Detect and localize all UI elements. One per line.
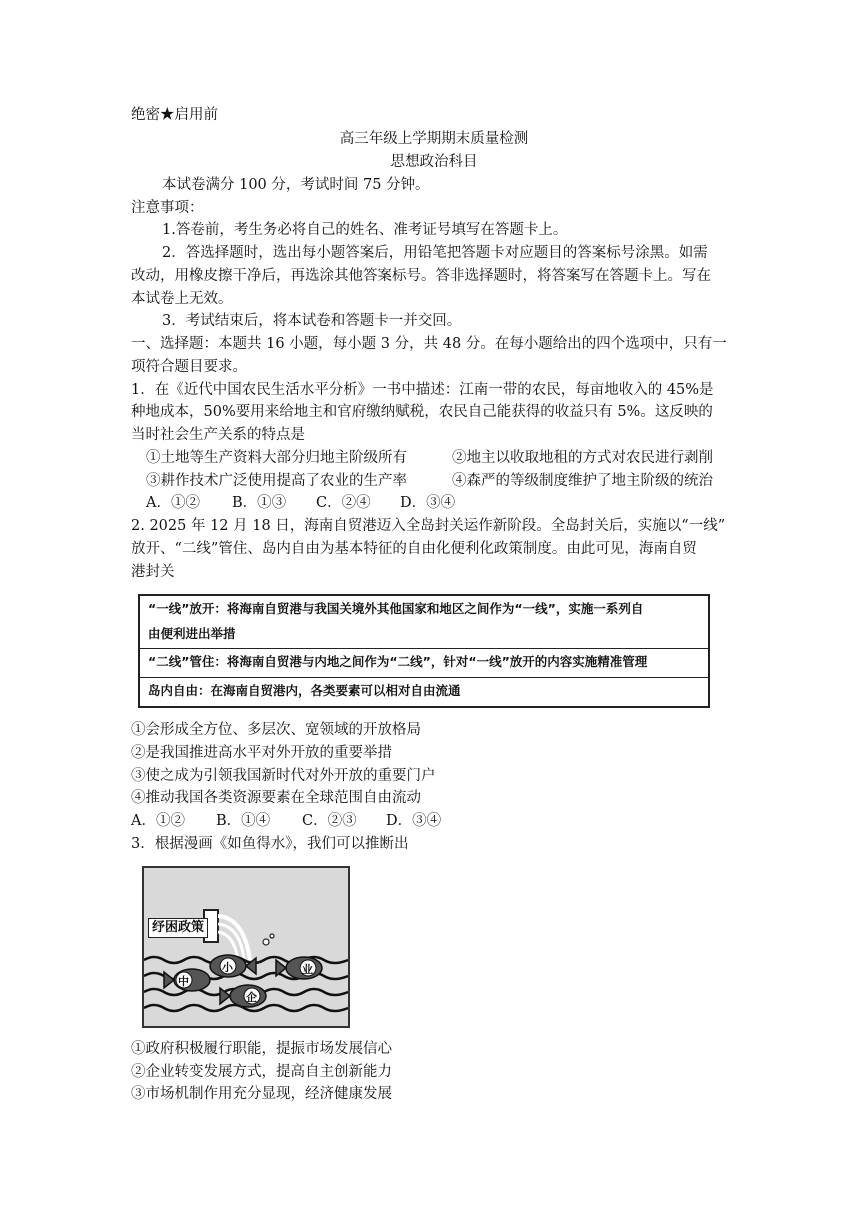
q2-statement-2: ②是我国推进高水平对外开放的重要举措 [131, 745, 392, 761]
exam-title: 高三年级上学期期末质量检测 [339, 131, 529, 147]
q2-statement-1: ①会形成全方位、多层次、宽领域的开放格局 [131, 722, 421, 738]
q2-option-b: B．①④ [216, 813, 271, 829]
q2-option-d: D．③④ [386, 813, 442, 829]
q2-stem-line-1: 2. 2025 年 12 月 18 日，海南自贸港迈入全岛封关运作新阶段。全岛封关后，实施以“一线” [131, 518, 726, 534]
note-3: 3．考试结束后，将本试卷和答题卡一并交回。 [162, 313, 462, 329]
policy-table [138, 594, 710, 708]
q1-option-c: C．②④ [316, 495, 371, 511]
policy-row-island [140, 678, 708, 706]
q2-stem-line-3: 港封关 [131, 564, 175, 580]
q2-statement-3: ③使之成为引领我国新时代对外开放的重要门户 [131, 768, 436, 784]
fish-label-zhong: 中 [178, 975, 189, 988]
policy-row-second-line-text: “二线”管住：将海南自贸港与内地之间作为“二线”，针对“一线”放开的内容实施精准管理 [148, 654, 648, 669]
q2-option-a: A．①② [131, 813, 185, 829]
q2-stem-line-2: 放开、“二线”管住、岛内自由为基本特征的自由化便利化政策制度。由此可见，海南自贸 [131, 541, 697, 557]
q1-statement-3: ③耕作技术广泛使用提高了农业的生产率 [146, 473, 407, 489]
q3-statement-3: ③市场机制作用充分显现，经济健康发展 [131, 1086, 392, 1102]
policy-row-island-text: 岛内自由：在海南自贸港内，各类要素可以相对自由流通 [148, 683, 461, 698]
q1-option-d: D．③④ [400, 495, 456, 511]
fish-icon [220, 985, 266, 1007]
exam-subject: 思想政治科目 [390, 154, 478, 170]
q3-statement-1: ①政府积极履行职能，提振市场发展信心 [131, 1041, 392, 1057]
policy-row-first-line-text-1: “一线”放开：将海南自贸港与我国关境外其他国家和地区之间作为“一线”，实施一系列自 [148, 601, 644, 616]
water-stream-icon [218, 916, 250, 960]
bubble-icon [263, 939, 269, 945]
note-2-line-1: 2．答选择题时，选出每小题答案后，用铅笔把答题卡对应题目的答案标号涂黑。如需 [162, 245, 708, 261]
fish-label-xiao: 小 [222, 961, 233, 974]
q1-option-a: A．①② [146, 495, 200, 511]
note-2-line-2: 改动，用橡皮擦干净后，再选涂其他答案标号。答非选择题时，将答案写在答题卡上。写在 [131, 268, 711, 284]
q1-option-b: B．①③ [232, 495, 287, 511]
policy-row-first-line [140, 596, 708, 649]
section-heading-line-1: 一、选择题：本题共 16 小题，每小题 3 分，共 48 分。在每小题给出的四个选项中，只有一 [131, 336, 727, 352]
q2-option-c: C．②③ [302, 813, 357, 829]
q2-statement-4: ④推动我国各类资源要素在全球范围自由流动 [131, 790, 421, 806]
q3-stem: 3．根据漫画《如鱼得水》，我们可以推断出 [131, 836, 409, 852]
policy-row-second-line [140, 649, 708, 678]
q3-statement-2: ②企业转变发展方式，提高自主创新能力 [131, 1064, 392, 1080]
q1-stem-line-1: 1．在《近代中国农民生活水平分析》一书中描述：江南一带的农民，每亩地收入的 45%是 [131, 382, 714, 398]
cartoon-policy-label: 纾困政策 [148, 918, 208, 938]
q1-statement-4: ④森严的等级制度维护了地主阶级的统治 [452, 473, 713, 489]
secret-label: 绝密★启用前 [131, 107, 218, 123]
fish-label-ye: 业 [302, 963, 313, 976]
note-2-line-3: 本试卷上无效。 [131, 291, 233, 307]
q1-statement-1: ①土地等生产资料大部分归地主阶级所有 [146, 450, 407, 466]
q1-statement-2: ②地主以收取地租的方式对农民进行剥削 [452, 450, 713, 466]
notes-heading: 注意事项： [131, 200, 204, 216]
policy-row-first-line-text-2: 由便利进出举措 [148, 626, 236, 641]
fish-label-qi: 企 [246, 991, 257, 1004]
q1-stem-line-2: 种地成本，50%要用来给地主和官府缴纳赋税，农民自己能获得的收益只有 5%。这反映的 [131, 404, 713, 420]
section-heading-line-2: 项符合题目要求。 [131, 359, 247, 375]
note-1: 1.答卷前，考生务必将自己的姓名、准考证号填写在答题卡上。 [162, 222, 568, 238]
exam-info: 本试卷满分 100 分，考试时间 75 分钟。 [162, 177, 430, 193]
cartoon-fish-in-water [142, 866, 350, 1028]
q1-stem-line-3: 当时社会生产关系的特点是 [131, 427, 305, 443]
